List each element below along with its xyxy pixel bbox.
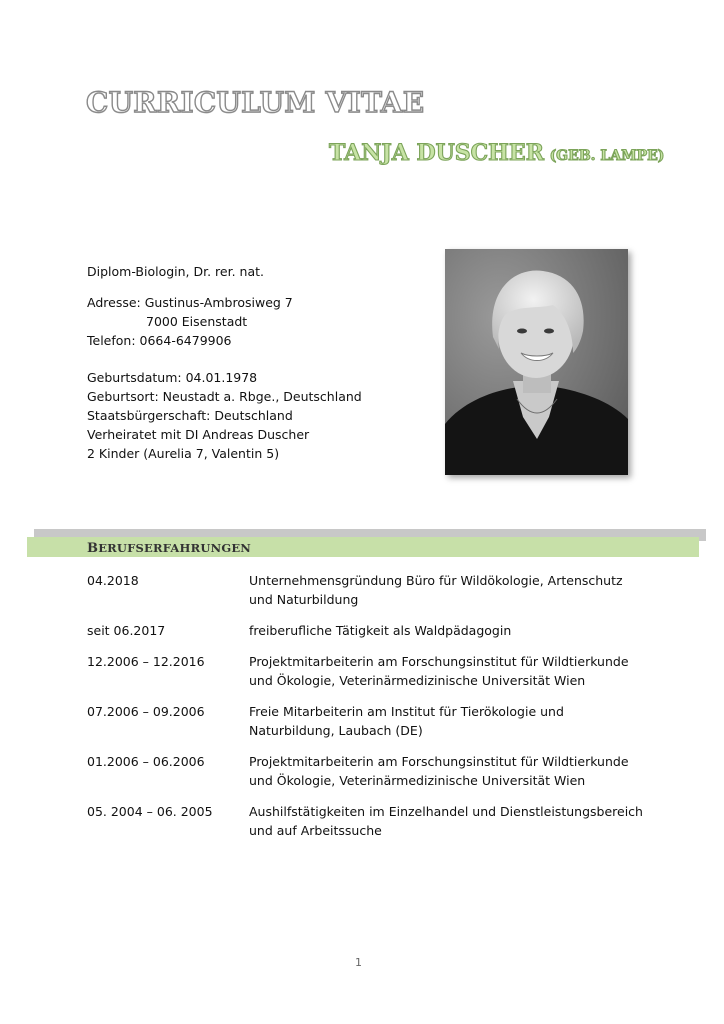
entry-date: 07.2006 – 09.2006	[87, 704, 205, 719]
portrait-photo	[445, 249, 628, 475]
entry-date: seit 06.2017	[87, 623, 166, 638]
birth-place: Geburtsort: Neustadt a. Rbge., Deutschland	[87, 389, 362, 404]
address-line-2: 7000 Eisenstadt	[146, 314, 248, 329]
entry-description: Projektmitarbeiterin am Forschungsinstitut für Wildtierkunde und Ökologie, Veterinärmedizinische Universität Wien	[249, 654, 629, 688]
person-name	[329, 140, 664, 166]
phone: Telefon: 0664-6479906	[87, 333, 232, 348]
entry-description: Freie Mitarbeiterin am Institut für Tierökologie und Naturbildung, Laubach (DE)	[249, 704, 564, 738]
entry-date: 04.2018	[87, 573, 139, 588]
experience-entry	[87, 571, 647, 609]
address-line-1: Adresse: Gustinus-Ambrosiweg 7	[87, 295, 293, 310]
entry-date: 05. 2004 – 06. 2005	[87, 804, 213, 819]
experience-entry	[87, 652, 647, 690]
experience-entry	[87, 702, 647, 740]
marital-status: Verheiratet mit DI Andreas Duscher	[87, 427, 310, 442]
degree: Diplom-Biologin, Dr. rer. nat.	[87, 264, 265, 279]
experience-entry	[87, 752, 647, 790]
birth-date: Geburtsdatum: 04.01.1978	[87, 370, 258, 385]
experience-list	[87, 571, 647, 852]
entry-description: Aushilfstätigkeiten im Einzelhandel und Dienstleistungsbereich und auf Arbeitssuche	[249, 804, 643, 838]
entry-description: Projektmitarbeiterin am Forschungsinstitut für Wildtierkunde und Ökologie, Veterinärmedizinische Universität Wien	[249, 754, 629, 788]
personal-info	[87, 262, 362, 463]
maiden-name: (GEB. LAMPE)	[549, 148, 665, 164]
section-title-experience: BERUFSERFAHRUNGEN	[87, 541, 252, 556]
entry-date: 01.2006 – 06.2006	[87, 754, 205, 769]
entry-date: 12.2006 – 12.2016	[87, 654, 205, 669]
entry-description: Unternehmensgründung Büro für Wildökologie, Artenschutz und Naturbildung	[249, 573, 623, 607]
page-number: 1	[355, 956, 362, 969]
children: 2 Kinder (Aurelia 7, Valentin 5)	[87, 446, 280, 461]
experience-entry	[87, 621, 647, 640]
experience-entry	[87, 802, 647, 840]
citizenship: Staatsbürgerschaft: Deutschland	[87, 408, 293, 423]
full-name: TANJA DUSCHER	[329, 140, 544, 166]
document-title: CURRICULUM VITAE	[86, 86, 425, 119]
entry-description: freiberufliche Tätigkeit als Waldpädagogin	[249, 623, 512, 638]
